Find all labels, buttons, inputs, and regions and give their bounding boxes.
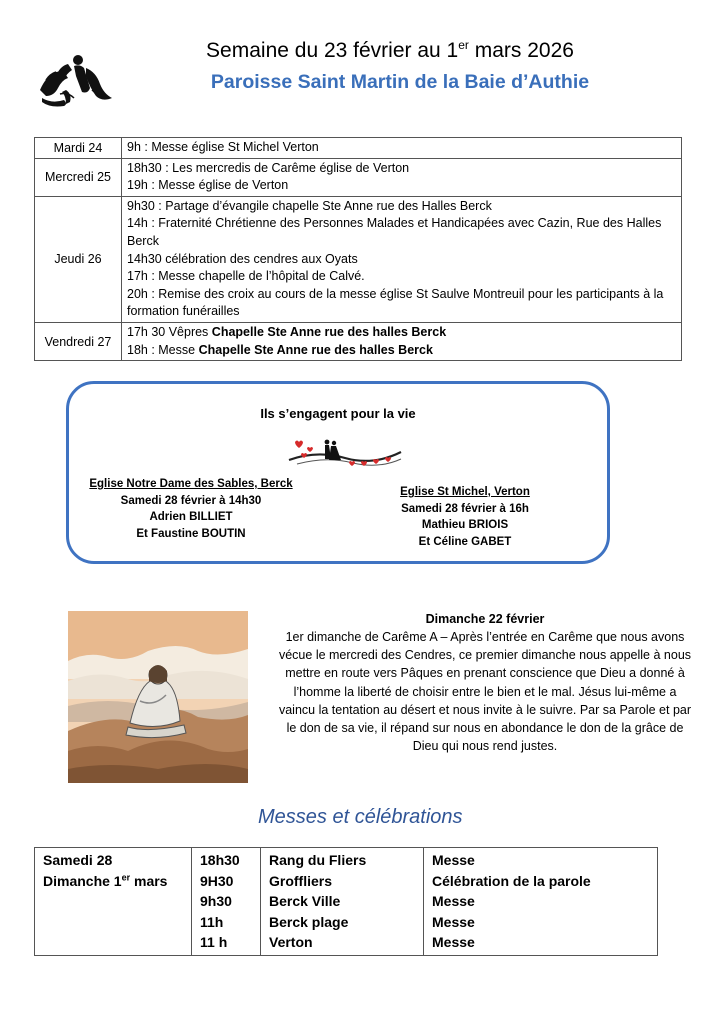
wedding-bride: Et Céline GABET	[418, 535, 512, 548]
wedding-verton	[365, 484, 565, 550]
wedding-berck	[75, 476, 307, 542]
weekday-schedule-table	[34, 137, 682, 361]
wedding-date: Samedi 28 février à 14h30	[120, 494, 262, 507]
week-row	[35, 138, 682, 159]
mass-time: 11 h	[200, 934, 228, 950]
sunday-heading: Dimanche 22 février	[425, 612, 545, 626]
mass-type: Messe	[432, 913, 475, 930]
mass-place: Groffliers	[269, 872, 333, 889]
mass-type: Célébration de la parole	[432, 872, 591, 889]
mass-place: Berck plage	[269, 913, 349, 930]
activity-line: 9h : Messe église St Michel Verton	[127, 140, 319, 154]
activity-line	[127, 324, 677, 342]
masses-table	[34, 847, 658, 956]
wedding-date: Samedi 28 février à 16h	[401, 502, 529, 515]
activity-text: 17h 30 Vêpres	[127, 324, 212, 339]
weddings-box	[66, 381, 610, 564]
mass-type: Messe	[432, 893, 475, 909]
day-cell: Mardi 24	[35, 138, 122, 159]
day-cell: Mercredi 25	[35, 158, 122, 196]
wedding-groom: Mathieu BRIOIS	[421, 519, 509, 531]
week-row	[35, 158, 682, 196]
wedding-couple-icon	[287, 436, 403, 470]
activities-cell	[122, 322, 682, 360]
week-row	[35, 322, 682, 360]
activity-line: 18h30 : Les mercredis de Carême église de Verton	[127, 160, 410, 175]
masses-places-cell	[261, 848, 424, 956]
wedding-groom: Adrien BILLIET	[149, 511, 233, 523]
wedding-church: Eglise St Michel, Verton	[400, 486, 530, 498]
weddings-heading: Ils s’engagent pour la vie	[260, 406, 416, 421]
activity-line: 19h : Messe église de Verton	[127, 178, 289, 193]
mass-day	[43, 871, 183, 892]
mass-place: Rang du Fliers	[269, 852, 367, 868]
mass-day-after: mars	[130, 872, 168, 889]
day-cell: Jeudi 26	[35, 196, 122, 322]
saint-martin-logo-icon	[36, 50, 118, 108]
wedding-church: Eglise Notre Dame des Sables, Berck	[89, 478, 293, 490]
mass-day-text: Samedi 28	[43, 852, 113, 868]
page-title: Semaine du 23 février au 1er mars 2026	[206, 38, 574, 62]
mass-time: 11h	[200, 913, 224, 930]
activity-place: Chapelle Ste Anne rue des halles Berck	[198, 342, 433, 357]
mass-time: 9h30	[200, 893, 232, 909]
mass-place: Berck Ville	[269, 893, 341, 909]
day-cell: Vendredi 27	[35, 322, 122, 360]
sunday-reflection-text: 1er dimanche de Carême A – Après l’entrée en Carême que nous avons vécue le mercredi des Cendres, ce premier dimanche nous appelle à nous mettre en route vers Pâques en prenant conscience que Dieu a donné à l’homme la liberté de choisir entre le bien et le mal. Jésus lui-même a vaincu la tentation au désert et nous invite à le suivre. Par sa Parole et par le don de sa vie, il répand sur nous en abondance le don de la grâce de Dieu qui nous rend justes.	[278, 630, 692, 754]
mass-time: 9H30	[200, 872, 234, 889]
masses-heading: Messes et célébrations	[258, 806, 463, 828]
activities-cell	[122, 138, 682, 159]
activity-line	[127, 342, 677, 360]
mass-day-sup: er	[121, 871, 131, 882]
jesus-temptation-illustration	[68, 611, 248, 783]
mass-type: Messe	[432, 852, 475, 868]
activity-text: 18h : Messe	[127, 342, 199, 357]
masses-times-cell	[192, 848, 261, 956]
mass-type: Messe	[432, 934, 475, 950]
activities-cell	[122, 196, 682, 322]
parish-name: Paroisse Saint Martin de la Baie d’Authie	[210, 71, 590, 93]
activity-line: 17h : Messe chapelle de l’hôpital de Calvé.	[127, 269, 365, 284]
week-row	[35, 196, 682, 322]
wedding-bride: Et Faustine BOUTIN	[136, 527, 246, 540]
mass-day	[43, 850, 183, 871]
masses-types-cell	[424, 848, 658, 956]
activity-place: Chapelle Ste Anne rue des halles Berck	[211, 324, 447, 339]
masses-days-cell	[35, 848, 192, 956]
mass-place: Verton	[269, 934, 313, 950]
activity-line: 14h : Fraternité Chrétienne des Personnes Malades et Handicapées avec Cazin, Rue des Halles Berck	[127, 216, 662, 248]
activity-line: 9h30 : Partage d’évangile chapelle Ste Anne rue des Halles Berck	[127, 198, 492, 213]
activity-line: 14h30 célébration des cendres aux Oyats	[127, 251, 358, 266]
activity-line: 20h : Remise des croix au cours de la messe église St Saulve Montreuil pour les participants à la formation funérailles	[127, 286, 664, 319]
mass-time: 18h30	[200, 852, 240, 868]
activities-cell	[122, 158, 682, 196]
mass-day-text: Dimanche 1	[43, 872, 122, 889]
